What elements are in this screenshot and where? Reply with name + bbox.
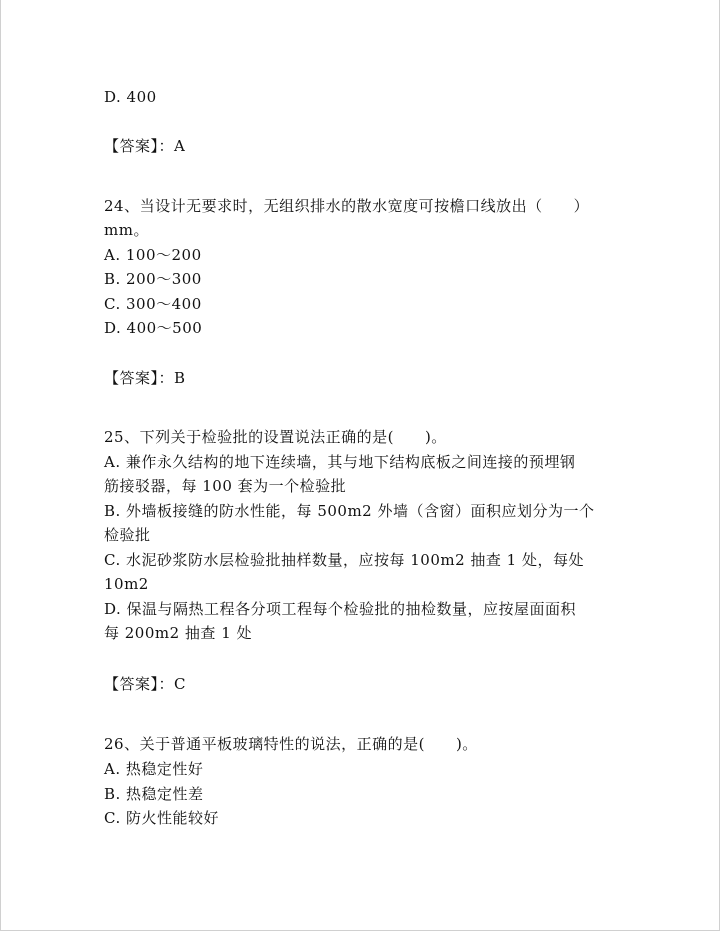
q26-stem: 26、关于普通平板玻璃特性的说法，正确的是( )。 [104, 735, 478, 753]
q23-answer: 【答案】：A [104, 137, 186, 155]
q24-option-a: A. 100～200 [104, 246, 202, 264]
q25-answer: 【答案】：C [104, 675, 186, 693]
q24-stem-line2: mm。 [104, 221, 149, 239]
q25-option-a-line2: 筋接驳器，每 100 套为一个检验批 [104, 477, 347, 495]
q25-option-d-line2: 每 200m2 抽查 1 处 [104, 624, 253, 642]
q25-option-c-line2: 10m2 [104, 575, 149, 593]
q25-option-b-line1: B. 外墙板接缝的防水性能，每 500m2 外墙（含窗）面积应划分为一个 [104, 502, 595, 520]
q23-option-d: D. 400 [104, 88, 157, 106]
q26-option-b: B. 热稳定性差 [104, 785, 204, 803]
q24-stem-line1: 24、当设计无要求时，无组织排水的散水宽度可按檐口线放出（ ） [104, 197, 590, 215]
q25-option-c-line1: C. 水泥砂浆防水层检验批抽样数量，应按每 100m2 抽查 1 处，每处 [104, 551, 584, 569]
q26-option-c: C. 防火性能较好 [104, 809, 219, 827]
q24-option-d: D. 400～500 [104, 319, 203, 337]
q25-stem: 25、下列关于检验批的设置说法正确的是( )。 [104, 428, 447, 446]
q25-option-a-line1: A. 兼作永久结构的地下连续墙，其与地下结构底板之间连接的预埋钢 [104, 453, 576, 471]
q25-option-d-line1: D. 保温与隔热工程各分项工程每个检验批的抽检数量，应按屋面面积 [104, 600, 577, 618]
q24-answer: 【答案】：B [104, 369, 186, 387]
q25-option-b-line2: 检验批 [104, 526, 151, 544]
q24-option-b: B. 200～300 [104, 270, 202, 288]
q24-option-c: C. 300～400 [104, 295, 202, 313]
q26-option-a: A. 热稳定性好 [104, 760, 204, 778]
